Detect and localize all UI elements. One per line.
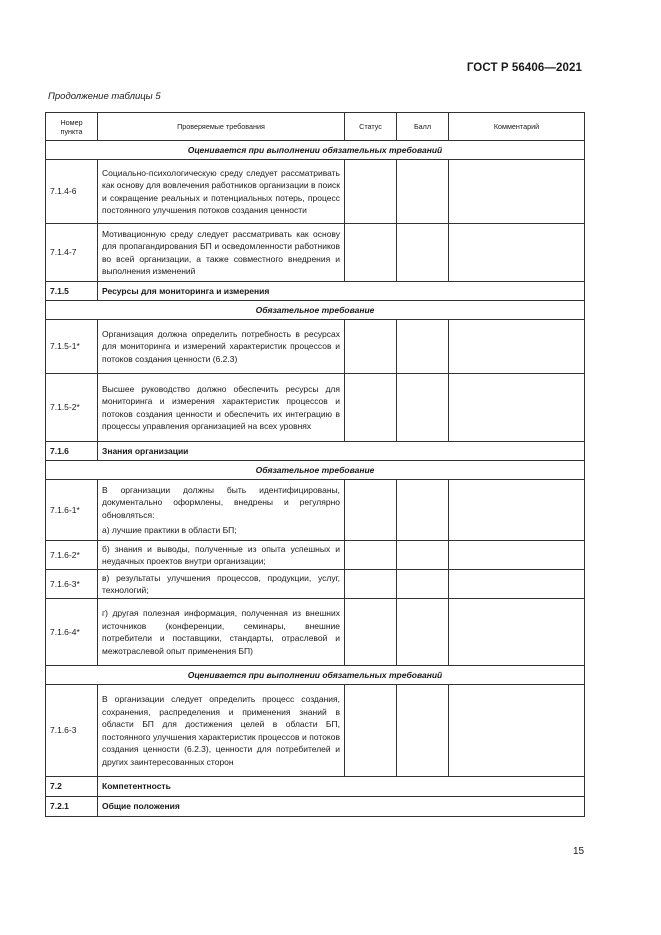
status-cell[interactable] — [345, 599, 397, 666]
comment-cell[interactable] — [449, 224, 585, 282]
item-number: 7.1.6-1* — [46, 480, 98, 541]
score-cell[interactable] — [397, 570, 449, 599]
table-row — [46, 320, 585, 374]
section-title: Компетентность — [98, 777, 585, 797]
table-row — [46, 480, 585, 541]
table-row — [46, 570, 585, 599]
item-number: 7.1.6-3 — [46, 685, 98, 777]
requirement-text: г) другая полезная информация, полученная из внешних источников (конференции, семинары, внешние потребители и поставщики, стандарты, отраслевой и межотраслевой опыт применения БП) — [98, 599, 345, 666]
score-cell[interactable] — [397, 599, 449, 666]
comment-cell[interactable] — [449, 541, 585, 570]
table-row — [46, 461, 585, 480]
requirement-text: в) результаты улучшения процессов, продукции, услуг, технологий; — [98, 570, 345, 599]
table-row — [46, 282, 585, 301]
status-cell[interactable] — [345, 570, 397, 599]
table-caption: Продолжение таблицы 5 — [48, 91, 161, 102]
section-title: Ресурсы для мониторинга и измерения — [98, 282, 585, 301]
page-number: 15 — [573, 846, 585, 857]
comment-cell[interactable] — [449, 570, 585, 599]
document-code: ГОСТ Р 56406—2021 — [466, 62, 582, 74]
table-row — [46, 301, 585, 320]
item-number: 7.1.4-6 — [46, 160, 98, 224]
table-row — [46, 666, 585, 685]
table-row — [46, 685, 585, 777]
table-row — [46, 160, 585, 224]
col-header-status: Статус — [345, 113, 397, 141]
table-row — [46, 599, 585, 666]
requirement-text: Социально-психологическую среду следует рассматривать как основу для вовлечения работников организации в поиск и сокращение реальных и потенциальных потерь, процесс постоянного улучшения потоков создания ценности — [98, 160, 345, 224]
subsection-banner: Обязательное требование — [46, 301, 585, 320]
status-cell[interactable] — [345, 320, 397, 374]
requirement-text — [98, 480, 345, 541]
col-header-number: Номер пункта — [46, 113, 98, 141]
score-cell[interactable] — [397, 320, 449, 374]
table-row — [46, 141, 585, 160]
requirement-text: б) знания и выводы, полученные из опыта успешных и неудачных проектов внутри организации; — [98, 541, 345, 570]
subsection-banner: Оценивается при выполнении обязательных требований — [46, 141, 585, 160]
score-cell[interactable] — [397, 160, 449, 224]
score-cell[interactable] — [397, 685, 449, 777]
status-cell[interactable] — [345, 224, 397, 282]
item-number: 7.1.6-2* — [46, 541, 98, 570]
table-row — [46, 777, 585, 797]
table-row — [46, 541, 585, 570]
section-number: 7.1.6 — [46, 442, 98, 461]
status-cell[interactable] — [345, 374, 397, 442]
requirement-text: В организации следует определить процесс создания, сохранения, распределения и применения знаний в области БП для достижения целей в области БП, постоянного улучшения характеристик процессов и потоков создания ценности (6.2.3), ценности для потребителей и других заинтересованных сторон — [98, 685, 345, 777]
col-header-requirements: Проверяемые требования — [98, 113, 345, 141]
comment-cell[interactable] — [449, 480, 585, 541]
comment-cell[interactable] — [449, 320, 585, 374]
subsection-banner: Обязательное требование — [46, 461, 585, 480]
section-number: 7.2 — [46, 777, 98, 797]
score-cell[interactable] — [397, 374, 449, 442]
status-cell[interactable] — [345, 480, 397, 541]
section-title: Общие положения — [98, 797, 585, 817]
requirement-text: Мотивационную среду следует рассматривать как основу для пропагандирования БП и осведомленности работников во всей организации, а также совместного внедрения и выполнения изменений — [98, 224, 345, 282]
section-title: Знания организации — [98, 442, 585, 461]
score-cell[interactable] — [397, 480, 449, 541]
col-header-comment: Комментарий — [449, 113, 585, 141]
table-header-row — [46, 113, 585, 141]
table-row — [46, 374, 585, 442]
status-cell[interactable] — [345, 685, 397, 777]
requirements-table — [45, 112, 585, 817]
status-cell[interactable] — [345, 160, 397, 224]
score-cell[interactable] — [397, 224, 449, 282]
item-number: 7.1.6-4* — [46, 599, 98, 666]
item-number: 7.1.5-2* — [46, 374, 98, 442]
comment-cell[interactable] — [449, 374, 585, 442]
item-number: 7.1.6-3* — [46, 570, 98, 599]
col-header-score: Балл — [397, 113, 449, 141]
requirement-item: а) лучшие практики в области БП; — [102, 525, 237, 535]
section-number: 7.2.1 — [46, 797, 98, 817]
requirement-text: Организация должна определить потребность в ресурсах для мониторинга и измерений характеристик процессов и потоков создания ценности (6.2.3) — [98, 320, 345, 374]
section-number: 7.1.5 — [46, 282, 98, 301]
item-number: 7.1.4-7 — [46, 224, 98, 282]
comment-cell[interactable] — [449, 599, 585, 666]
status-cell[interactable] — [345, 541, 397, 570]
comment-cell[interactable] — [449, 685, 585, 777]
requirement-text: Высшее руководство должно обеспечить ресурсы для мониторинга и измерения характеристик процессов и потоков создания ценности и обеспечить их интеграцию в процессы управления организацией на всех уровнях — [98, 374, 345, 442]
table-row — [46, 224, 585, 282]
item-number: 7.1.5-1* — [46, 320, 98, 374]
table-row — [46, 442, 585, 461]
comment-cell[interactable] — [449, 160, 585, 224]
score-cell[interactable] — [397, 541, 449, 570]
subsection-banner: Оценивается при выполнении обязательных требований — [46, 666, 585, 685]
table-row — [46, 797, 585, 817]
requirement-intro: В организации должны быть идентифицированы, документально оформлены, внедрены и регулярно обновляться: — [102, 484, 340, 520]
